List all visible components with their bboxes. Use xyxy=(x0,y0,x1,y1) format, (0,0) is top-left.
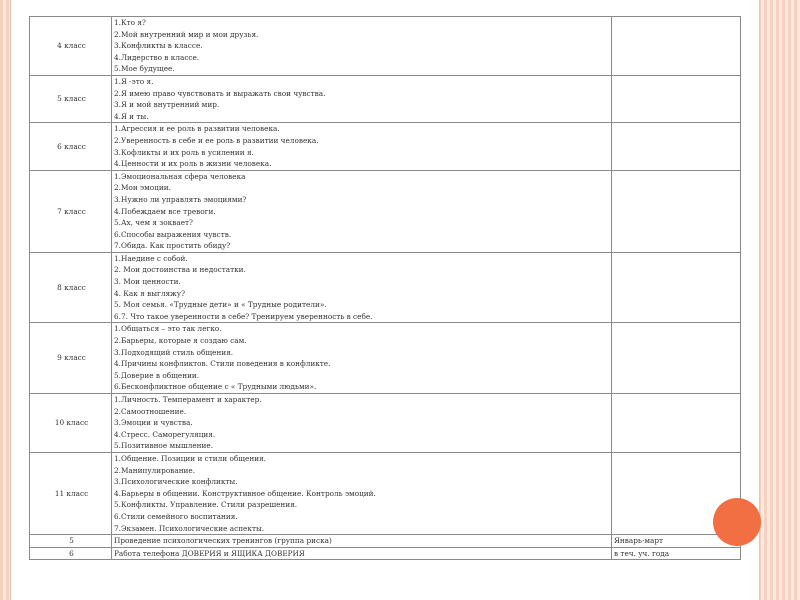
grade-cell: 8 класс xyxy=(30,252,112,323)
topic-item: 7.Обида. Как простить обиду? xyxy=(114,241,231,251)
topic-item: 7.Экзамен. Психологические аспекты. xyxy=(114,523,265,533)
topic-item: 6.Способы выражения чувств. xyxy=(114,229,232,239)
grade-cell: 11 класс xyxy=(30,452,112,534)
activity-date: Январь-март xyxy=(612,535,741,548)
activity-text: Проведение психологических тренингов (группа риска) xyxy=(112,535,612,548)
topics-cell xyxy=(112,17,612,76)
grade-cell: 6 класс xyxy=(30,123,112,170)
topic-item: 1.Кто я? xyxy=(114,18,146,27)
topic-item: 3.Эмоции и чувства. xyxy=(114,418,193,428)
topic-item: 4.Я и ты. xyxy=(114,111,149,121)
empty-cell xyxy=(612,170,741,252)
empty-cell xyxy=(612,75,741,122)
topic-item: 6.7. Что такое уверенности в себе? Тренируем уверенность в себе. xyxy=(114,311,373,321)
topic-item: 4.Лидерство в классе. xyxy=(114,52,200,62)
topic-item: 4.Барьеры в общении. Конструктивное общение. Контроль эмоций. xyxy=(114,488,376,498)
empty-cell xyxy=(612,17,741,76)
grade-cell: 7 класс xyxy=(30,170,112,252)
topic-item: 2.Я имею право чувствовать и выражать свои чувства. xyxy=(114,88,326,98)
table-row xyxy=(30,452,741,534)
topic-item: 2. Мои достоинства и недостатки. xyxy=(114,265,246,275)
empty-cell xyxy=(612,123,741,170)
topic-item: 3.Кофликты и их роль в усилении я. xyxy=(114,147,254,157)
topic-item: 2.Мой внутренний мир и мои друзья. xyxy=(114,29,259,39)
empty-cell xyxy=(612,394,741,453)
table-row xyxy=(30,394,741,453)
topics-cell xyxy=(112,452,612,534)
topic-item: 5. Моя семья. «Трудные дети» и « Трудные родители». xyxy=(114,300,327,310)
table-row xyxy=(30,170,741,252)
topic-item: 4.Ценности и их роль в жизни человека. xyxy=(114,159,272,169)
grade-cell: 5 класс xyxy=(30,75,112,122)
topics-cell xyxy=(112,252,612,323)
table-row xyxy=(30,252,741,323)
grade-cell: 9 класс xyxy=(30,323,112,394)
topic-item: 3.Конфликты в классе. xyxy=(114,41,203,51)
topic-item: 6.Бесконфликтное общение с « Трудными людьми». xyxy=(114,382,317,392)
summary-row xyxy=(30,547,741,560)
decorative-orange-circle xyxy=(713,498,761,546)
topic-item: 2.Уверенность в себе и ее роль в развитии человека. xyxy=(114,135,319,145)
topics-cell xyxy=(112,394,612,453)
topic-item: 5.Ах, чем я зоквает? xyxy=(114,218,193,228)
topic-item: 1.Агрессия и ее роль в развитии человека. xyxy=(114,124,280,134)
topics-cell xyxy=(112,123,612,170)
topic-item: 1.Общаться – это так легко. xyxy=(114,324,222,334)
topic-item: 4.Побеждаем все тревоги. xyxy=(114,206,216,216)
topic-item: 4.Причины конфликтов. Стили поведения в конфликте. xyxy=(114,359,331,369)
left-decorative-stripes xyxy=(0,0,10,600)
topic-item: 1.Я -это я. xyxy=(114,76,154,86)
summary-row xyxy=(30,535,741,548)
topic-item: 3.Подходящий стиль общения. xyxy=(114,347,234,357)
empty-cell xyxy=(612,323,741,394)
table-row xyxy=(30,323,741,394)
topic-item: 4. Как я выгляжу? xyxy=(114,288,185,298)
topic-item: 1.Личность. Темперамент и характер. xyxy=(114,395,262,404)
topic-item: 5.Конфликты. Управление. Стили разрешения. xyxy=(114,500,298,510)
topic-item: 1.Эмоциональная сфера человека xyxy=(114,171,246,181)
curriculum-table xyxy=(29,16,741,560)
item-number: 5 xyxy=(30,535,112,548)
grade-cell: 4 класс xyxy=(30,17,112,76)
topic-item: 2.Мои эмоции. xyxy=(114,183,171,193)
topic-item: 3.Психологические конфликты. xyxy=(114,477,238,487)
topics-cell xyxy=(112,323,612,394)
topic-item: 4.Стресс. Саморегуляция. xyxy=(114,429,216,439)
topic-item: 6.Стили семейного воспитания. xyxy=(114,511,238,521)
table-row xyxy=(30,75,741,122)
topic-item: 5.Позитивное мышление. xyxy=(114,441,214,451)
topic-item: 3.Я и мой внутренний мир. xyxy=(114,100,220,110)
activity-date: в теч. уч. года xyxy=(612,547,741,560)
table-row xyxy=(30,123,741,170)
topic-item: 5.Доверие в общении. xyxy=(114,370,200,380)
topic-item: 3. Мои ценности. xyxy=(114,277,181,287)
table-row xyxy=(30,17,741,76)
grade-cell: 10 класс xyxy=(30,394,112,453)
topic-item: 5.Мое будущее. xyxy=(114,64,175,74)
right-decorative-stripes xyxy=(758,0,800,600)
empty-cell xyxy=(612,252,741,323)
topic-item: 2.Самоотношение. xyxy=(114,406,187,416)
activity-text: Работа телефона ДОВЕРИЯ и ЯЩИКА ДОВЕРИЯ xyxy=(112,547,612,560)
topic-item: 1.Наедине с собой. xyxy=(114,253,188,263)
topics-cell xyxy=(112,170,612,252)
topic-item: 2.Манипулирование. xyxy=(114,465,196,475)
topic-item: 2.Барьеры, которые я создаю сам. xyxy=(114,336,247,346)
topic-item: 1.Общение. Позиции и стили общения. xyxy=(114,453,266,463)
topic-item: 3.Нужно ли управлять эмоциями? xyxy=(114,194,247,204)
item-number: 6 xyxy=(30,547,112,560)
topics-cell xyxy=(112,75,612,122)
